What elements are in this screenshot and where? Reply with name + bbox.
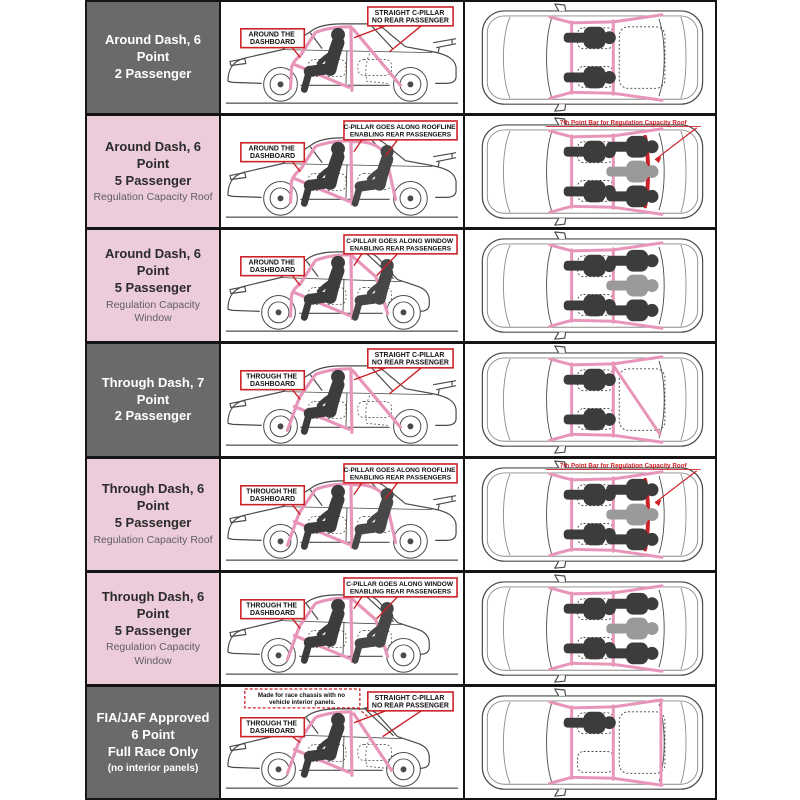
row-title-line: 2 Passenger — [114, 408, 192, 424]
row-label — [87, 2, 221, 113]
side-view-cell — [221, 573, 465, 684]
row-title-line: Through Dash, 6 Point — [101, 588, 205, 621]
side-mirror — [555, 104, 566, 111]
svg-text:7th Point Bar for Regulation C: 7th Point Bar for Regulation Capacity Roof — [559, 119, 687, 127]
config-row-around-dash-6-point-2-passenger — [87, 2, 715, 116]
svg-text:C-PILLAR GOES ALONG WINDOW: C-PILLAR GOES ALONG WINDOW ENABLING REAR PASSENGERS — [346, 238, 454, 253]
car-top-outline — [482, 232, 702, 339]
c-pillar-annotation — [344, 578, 457, 619]
side-view-illustration — [221, 344, 463, 455]
row-title-line: 2 Passenger — [114, 66, 192, 82]
side-mirror — [555, 346, 566, 353]
side-mirror — [555, 332, 566, 339]
config-row-through-dash-6-point-5-passenger-window — [87, 573, 715, 687]
side-mirror — [555, 4, 566, 11]
dashboard-annotation — [241, 29, 304, 58]
dashboard-annotation — [241, 257, 304, 286]
side-view-cell — [221, 230, 465, 341]
row-title-line: FIA/JAF Approved — [96, 709, 210, 725]
row-title-line: 5 Passenger — [114, 515, 192, 531]
svg-text:THROUGH THE DASHBOARD: THROUGH THE DASHBOARD — [246, 374, 298, 389]
c-pillar-annotation — [354, 692, 453, 737]
side-view-illustration — [221, 2, 463, 113]
c-pillar-annotation — [344, 464, 458, 499]
dashboard-annotation — [241, 143, 304, 172]
dashboard-annotation — [241, 718, 304, 743]
svg-text:STRAIGHT C-PILLAR NO R: STRAIGHT C-PILLAR NO REAR PASSENGER — [371, 694, 449, 710]
svg-text:STRAIGHT C-PILLAR NO R: STRAIGHT C-PILLAR NO REAR PASSENGER — [371, 9, 449, 25]
top-view-illustration — [465, 573, 715, 684]
side-mirror — [555, 575, 566, 582]
config-row-around-dash-6-point-5-passenger-window — [87, 230, 715, 344]
side-view-cell — [221, 344, 465, 455]
row-title-line: Around Dash, 6 Point — [104, 32, 202, 65]
top-view-cell — [465, 573, 715, 684]
side-view-cell — [221, 459, 465, 570]
side-mirror — [555, 447, 566, 454]
row-label — [87, 687, 221, 798]
top-view-cell — [465, 344, 715, 455]
row-title-line: 5 Passenger — [114, 622, 192, 638]
row-label — [87, 116, 221, 227]
passenger-silhouette — [304, 256, 345, 317]
svg-text:Made for race chassis with no: Made for race chassis with no vehicle interior panels. — [257, 691, 346, 706]
svg-text:THROUGH THE DASHBOARD: THROUGH THE DASHBOARD — [246, 602, 298, 617]
top-view-cell — [465, 459, 715, 570]
config-row-fia-jaf-approved-6-point — [87, 687, 715, 798]
side-view-illustration — [221, 687, 463, 798]
svg-text:AROUND THE DASHBOARD: AROUND THE DASHBOARD — [248, 260, 296, 275]
svg-text:C-PILLAR GOES ALONG ROOFLINE: C-PILLAR GOES ALONG ROOFLINE ENABLING REAR PASSENGERS — [343, 124, 456, 139]
row-title-line: 5 Passenger — [114, 172, 192, 188]
side-mirror — [555, 218, 566, 225]
row-title-line: 6 Point — [131, 726, 175, 742]
row-label — [87, 344, 221, 455]
car-top-outline — [482, 4, 702, 111]
svg-text:C-PILLAR GOES ALONG WINDOW: C-PILLAR GOES ALONG WINDOW ENABLING REAR PASSENGERS — [346, 580, 454, 596]
side-view-illustration — [221, 116, 463, 227]
car-top-outline — [482, 689, 702, 796]
car-top-outline — [482, 575, 702, 682]
row-label — [87, 459, 221, 570]
row-subtitle: Regulation Capacity Window — [106, 299, 200, 325]
row-title-line: 5 Passenger — [114, 280, 192, 296]
top-view-illustration — [465, 2, 715, 113]
svg-text:AROUND THE DASHBOARD: AROUND THE DASHBOARD — [248, 31, 296, 47]
car-top-outline — [482, 118, 702, 225]
side-view-cell — [221, 116, 465, 227]
top-view-cell — [465, 116, 715, 227]
top-view-cell — [465, 2, 715, 113]
top-view-cell — [465, 230, 715, 341]
passenger-silhouette — [304, 28, 345, 89]
svg-text:THROUGH THE DASHBOARD: THROUGH THE DASHBOARD — [246, 720, 298, 735]
row-title-line: Full Race Only — [107, 743, 199, 759]
side-mirror — [555, 689, 566, 696]
side-view-cell — [221, 687, 465, 798]
top-view-illustration — [465, 687, 715, 798]
c-pillar-annotation — [344, 121, 458, 156]
car-top-outline — [482, 346, 702, 453]
row-title-line: Through Dash, 6 Point — [101, 481, 205, 514]
top-view-cell — [465, 687, 715, 798]
row-label — [87, 230, 221, 341]
side-mirror — [555, 789, 566, 796]
config-row-through-dash-6-point-5-passenger-roof — [87, 459, 715, 573]
config-row-around-dash-6-point-5-passenger-roof — [87, 116, 715, 230]
side-view-cell — [221, 2, 465, 113]
top-view-illustration — [465, 459, 715, 570]
row-subtitle: Regulation Capacity Window — [106, 641, 200, 667]
dashboard-annotation — [241, 600, 304, 629]
side-view-illustration — [221, 573, 463, 684]
side-mirror — [555, 232, 566, 239]
top-view-illustration — [465, 344, 715, 455]
svg-text:THROUGH THE DASHBOARD: THROUGH THE DASHBOARD — [246, 488, 298, 503]
row-subtitle: Regulation Capacity Roof — [93, 191, 213, 204]
dashboard-annotation — [241, 485, 304, 514]
row-subtitle: Regulation Capacity Roof — [93, 533, 213, 546]
svg-text:7th Point Bar for Regulation C: 7th Point Bar for Regulation Capacity Roof — [559, 461, 687, 469]
config-table — [85, 0, 717, 800]
svg-text:C-PILLAR GOES ALONG ROOFLINE: C-PILLAR GOES ALONG ROOFLINE ENABLING REAR PASSENGERS — [343, 466, 456, 481]
config-row-through-dash-7-point-2-passenger — [87, 344, 715, 458]
passenger-silhouette — [304, 142, 345, 203]
svg-text:AROUND THE DASHBOARD: AROUND THE DASHBOARD — [248, 145, 296, 161]
top-view-illustration — [465, 116, 715, 227]
car-top-outline — [482, 461, 702, 568]
row-subtitle: (no interior panels) — [107, 762, 199, 774]
row-title-line: Through Dash, 7 Point — [101, 374, 205, 407]
side-mirror — [555, 561, 566, 568]
svg-text:STRAIGHT C-PILLAR NO R: STRAIGHT C-PILLAR NO REAR PASSENGER — [371, 352, 449, 367]
c-pillar-annotation — [344, 235, 457, 276]
row-title-line: Around Dash, 6 Point — [104, 138, 202, 171]
side-mirror — [555, 675, 566, 682]
side-view-illustration — [221, 459, 463, 570]
dashboard-annotation — [241, 371, 304, 400]
row-label — [87, 573, 221, 684]
row-title-line: Around Dash, 6 Point — [104, 246, 202, 279]
top-view-illustration — [465, 230, 715, 341]
side-view-illustration — [221, 230, 463, 341]
